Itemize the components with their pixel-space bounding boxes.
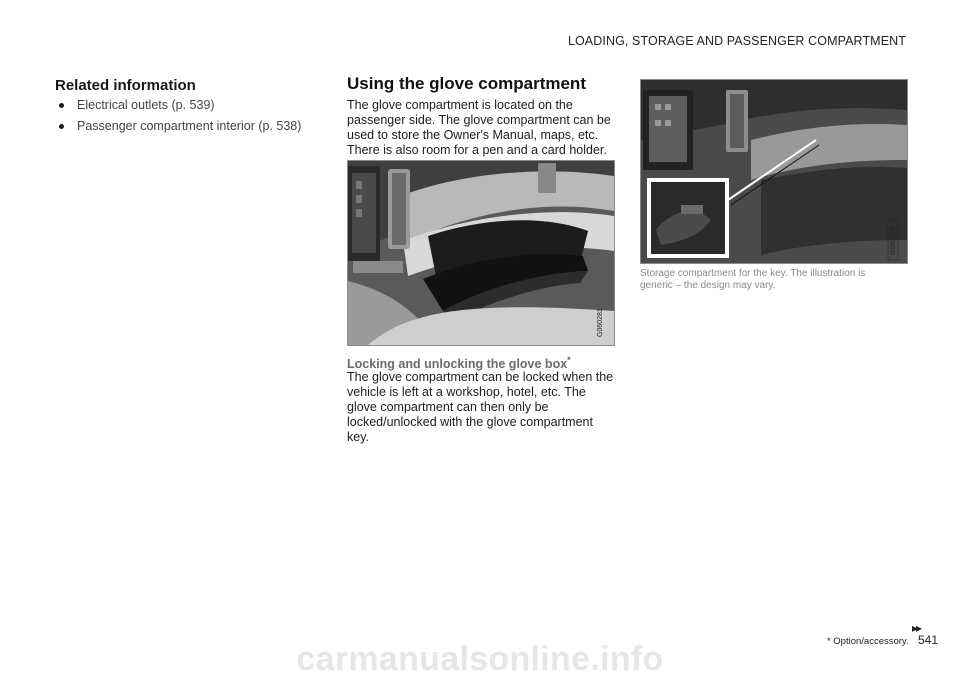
figure-code: G060281 <box>597 308 604 337</box>
key-storage-illustration <box>641 80 907 263</box>
related-link-passenger-compartment[interactable]: Passenger compartment interior (p. 538) <box>55 116 315 137</box>
related-information-title: Related information <box>55 77 196 94</box>
section-title: Using the glove compartment <box>347 74 586 93</box>
subsection-title-text: Locking and unlocking the glove box <box>347 357 568 372</box>
figure-caption: Storage compartment for the key. The illustration is generic – the design may vary. <box>640 268 866 291</box>
next-page-icon[interactable]: ▸▸ <box>911 621 920 635</box>
glove-compartment-illustration <box>348 161 614 345</box>
subsection-title <box>347 355 571 371</box>
option-note: * Option/accessory. <box>826 636 909 647</box>
key-storage-figure <box>640 79 908 264</box>
watermark: carmanualsonline.info <box>296 640 664 678</box>
related-link-electrical-outlets[interactable]: Electrical outlets (p. 539) <box>55 95 315 116</box>
figure2-code: G060270 <box>890 226 897 255</box>
page-number: 541 <box>917 633 938 647</box>
related-information-list <box>55 95 315 137</box>
chapter-header: LOADING, STORAGE AND PASSENGER COMPARTMENT <box>567 34 906 48</box>
intro-paragraph: The glove compartment is located on the passenger side. The glove compartment can be used to store the Owner's Manual, maps, etc. There is also room for a pen and a card holder. <box>347 98 611 157</box>
glove-compartment-figure <box>347 160 615 346</box>
locking-paragraph: The glove compartment can be locked when the vehicle is left at a workshop, hotel, etc. The glove compartment can then only be locked/unlocked with the glove compartment key. <box>347 370 614 444</box>
option-mark: * <box>567 355 571 365</box>
